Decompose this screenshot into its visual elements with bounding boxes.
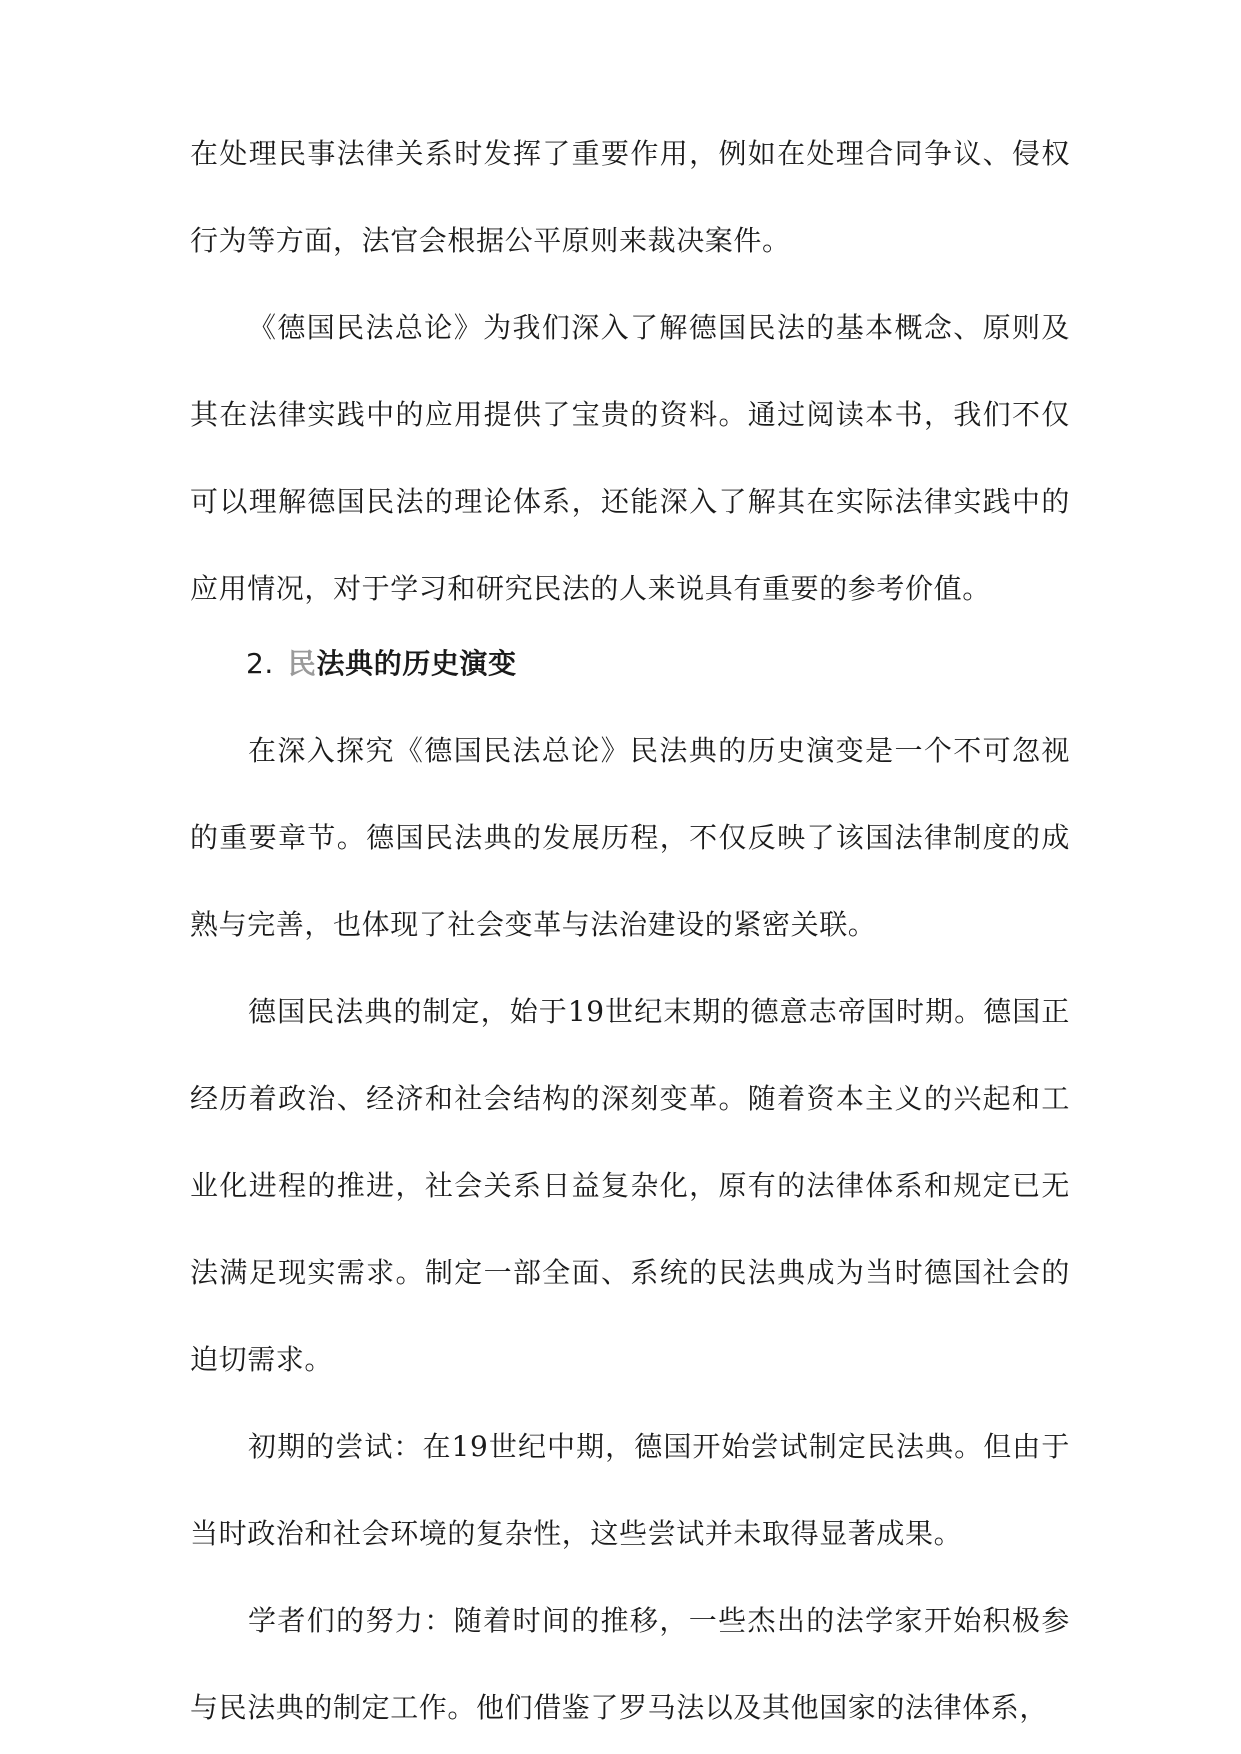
- paragraph-continuation: 在处理民事法律关系时发挥了重要作用，例如在处理合同争议、侵权行为等方面，法官会根据公平原则来裁决案件。: [190, 137, 1070, 257]
- paragraph-history-intro: 在深入探究《德国民法总论》民法典的历史演变是一个不可忽视的重要章节。德国民法典的发展历程，不仅反映了该国法律制度的成熟与完善，也体现了社会变革与法治建设的紧密关联。: [190, 734, 1070, 941]
- paragraph-scholars-efforts: 学者们的努力：随着时间的推移，一些杰出的法学家开始积极参与民法典的制定工作。他们借鉴了罗马法以及其他国家的法律体系，: [190, 1604, 1070, 1724]
- paragraph-drafting-background: 德国民法典的制定，始于19世纪末期的德意志帝国时期。德国正经历着政治、经济和社会结构的深刻变革。随着资本主义的兴起和工业化进程的推进，社会关系日益复杂化，原有的法律体系和规定已无法满足现实需求。制定一部全面、系统的民法典成为当时德国社会的迫切需求。: [190, 995, 1070, 1376]
- section-heading: [246, 620, 517, 707]
- section-title-first-char: 民: [287, 647, 317, 680]
- paragraph-book-summary: 《德国民法总论》为我们深入了解德国民法的基本概念、原则及其在法律实践中的应用提供了宝贵的资料。通过阅读本书，我们不仅可以理解德国民法的理论体系，还能深入了解其在实际法律实践中的应用情况，对于学习和研究民法的人来说具有重要的参考价值。: [190, 311, 1070, 605]
- section-title-rest: 法典的历史演变: [316, 647, 517, 680]
- paragraph-early-attempts: 初期的尝试：在19世纪中期，德国开始尝试制定民法典。但由于当时政治和社会环境的复杂性，这些尝试并未取得显著成果。: [190, 1430, 1070, 1550]
- section-number: 2.: [246, 647, 274, 680]
